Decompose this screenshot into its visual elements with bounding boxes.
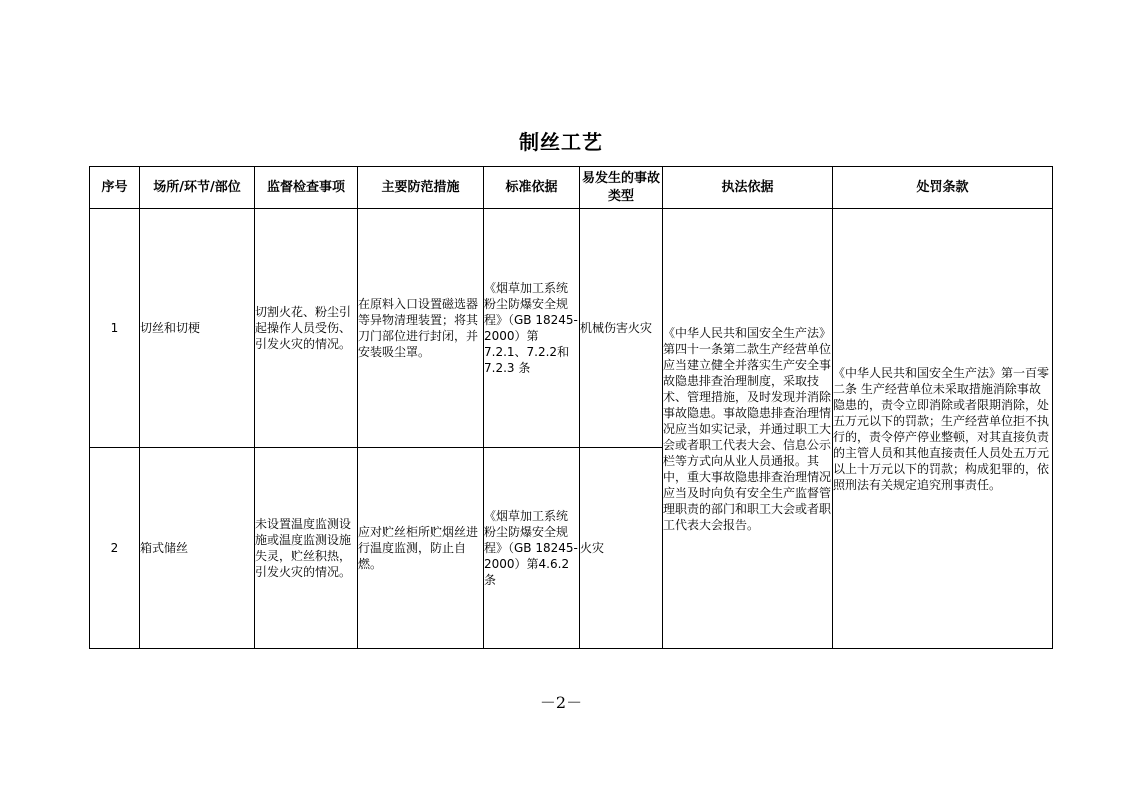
header-location: 场所/环节/部位 xyxy=(140,167,255,209)
table-header-row xyxy=(90,167,1053,209)
inspection-table xyxy=(89,166,1053,649)
header-num: 序号 xyxy=(90,167,140,209)
row-measures: 应对贮丝柜所贮烟丝进行温度监测，防止自燃。 xyxy=(358,448,484,649)
header-standard: 标准依据 xyxy=(484,167,580,209)
row-standard: 《烟草加工系统粉尘防爆安全规程》（GB 18245-2000）第4.6.2 条 xyxy=(484,448,580,649)
header-law: 执法依据 xyxy=(663,167,833,209)
page-title: 制丝工艺 xyxy=(519,130,603,154)
row-standard: 《烟草加工系统粉尘防爆安全规程》（GB 18245-2000）第7.2.1、7.2.2和 7.2.3 条 xyxy=(484,209,580,448)
header-inspection: 监督检查事项 xyxy=(255,167,358,209)
row-measures: 在原料入口设置磁选器等异物清理装置；将其刀门部位进行封闭，并安装吸尘罩。 xyxy=(358,209,484,448)
row-accident-type: 火灾 xyxy=(580,448,663,649)
row-number: 2 xyxy=(90,448,140,649)
row-location: 切丝和切梗 xyxy=(140,209,255,448)
row-number: 1 xyxy=(90,209,140,448)
row-accident-type: 机械伤害火灾 xyxy=(580,209,663,448)
header-penalty: 处罚条款 xyxy=(833,167,1053,209)
law-basis-cell: 《中华人民共和国安全生产法》第四十一条第二款生产经营单位应当建立健全并落实生产安全事故隐患排查治理制度，采取技术、管理措施，及时发现并消除事故隐患。事故隐患排查治理情况应当如实记录，并通过职工大会或者职工代表大会、信息公示栏等方式向从业人员通报。其中，重大事故隐患排查治理情况应当及时向负有安全生产监督管理职责的部门和职工大会或者职工代表大会报告。 xyxy=(663,209,833,649)
header-measures: 主要防范措施 xyxy=(358,167,484,209)
header-accident: 易发生的事故类型 xyxy=(580,167,663,209)
row-location: 箱式储丝 xyxy=(140,448,255,649)
row-inspection: 切割火花、粉尘引起操作人员受伤、引发火灾的情况。 xyxy=(255,209,358,448)
page-number: －2－ xyxy=(539,693,583,712)
table-row xyxy=(90,209,1053,448)
penalty-clause-cell: 《中华人民共和国安全生产法》第一百零二条 生产经营单位未采取措施消除事故隐患的，责令立即消除或者限期消除，处五万元以下的罚款；生产经营单位拒不执行的，责令停产停业整顿，对其直接负责的主管人员和其他直接责任人员处五万元以上十万元以下的罚款；构成犯罪的，依照刑法有关规定追究刑事责任。 xyxy=(833,209,1053,649)
row-inspection: 未设置温度监测设施或温度监测设施失灵，贮丝积热，引发火灾的情况。 xyxy=(255,448,358,649)
